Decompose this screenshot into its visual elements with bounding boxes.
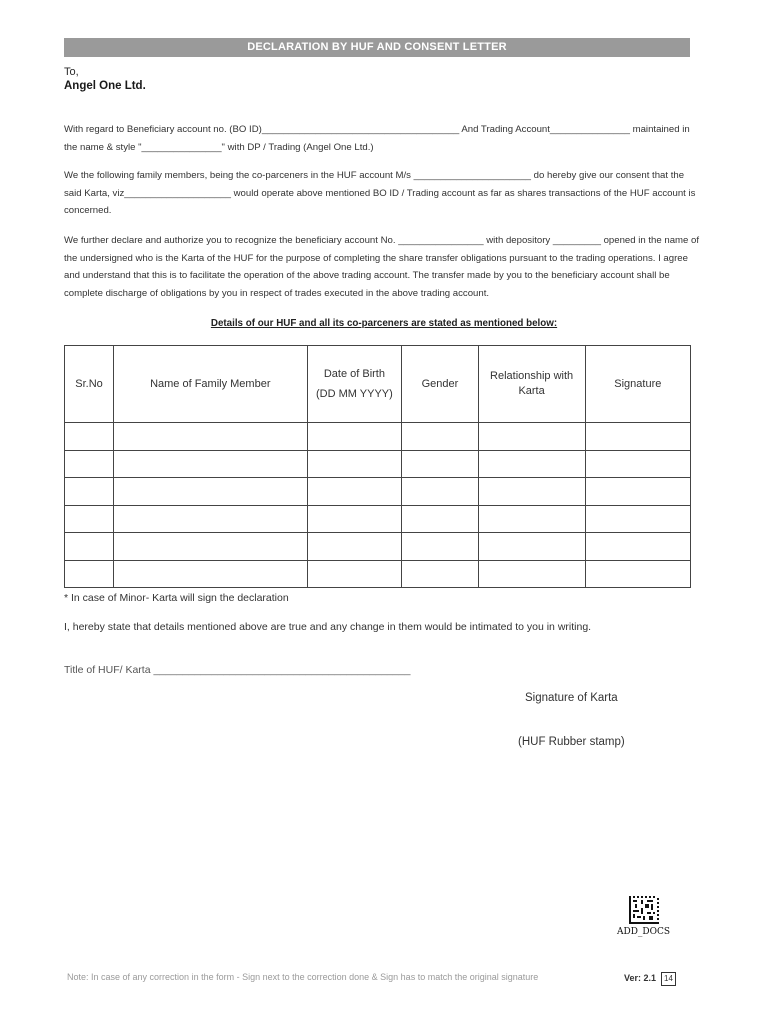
header-relationship: Relationship with Karta	[478, 346, 585, 423]
coparceners-table	[64, 345, 691, 588]
gender-cell[interactable]	[402, 423, 478, 451]
header-gender: Gender	[402, 346, 478, 423]
signature-cell[interactable]	[585, 423, 690, 451]
version-label: Ver: 2.1	[624, 973, 657, 983]
signature-cell[interactable]	[585, 450, 690, 478]
name-cell[interactable]	[114, 450, 308, 478]
header-dob-label: Date of Birth	[323, 367, 385, 380]
minor-note: * In case of Minor- Karta will sign the declaration	[64, 592, 289, 604]
signature-cell[interactable]	[585, 478, 690, 506]
gender-cell[interactable]	[402, 533, 478, 561]
dob-cell[interactable]	[307, 450, 402, 478]
gender-cell[interactable]	[402, 478, 478, 506]
table-row	[65, 533, 691, 561]
name-cell[interactable]	[114, 533, 308, 561]
relationship-cell[interactable]	[478, 450, 585, 478]
addressee-company: Angel One Ltd.	[64, 80, 146, 92]
signature-of-karta-label: Signature of Karta	[525, 692, 618, 704]
relationship-cell[interactable]	[478, 423, 585, 451]
table-row	[65, 505, 691, 533]
relationship-cell[interactable]	[478, 505, 585, 533]
gender-cell[interactable]	[402, 450, 478, 478]
barcode-label: ADD_DOCS	[617, 927, 671, 937]
signature-cell[interactable]	[585, 560, 690, 588]
name-cell[interactable]	[114, 478, 308, 506]
sr-no-cell[interactable]	[65, 560, 114, 588]
footer-correction-note: Note: In case of any correction in the form - Sign next to the correction done & Sign has to match the original signature	[67, 972, 539, 982]
table-row	[65, 560, 691, 588]
gender-cell[interactable]	[402, 505, 478, 533]
table-header-row	[65, 346, 691, 423]
signature-cell[interactable]	[585, 533, 690, 561]
dob-cell[interactable]	[307, 560, 402, 588]
sr-no-cell[interactable]	[65, 450, 114, 478]
salutation-to: To,	[64, 66, 79, 78]
sr-no-cell[interactable]	[65, 505, 114, 533]
table-row	[65, 450, 691, 478]
table-row	[65, 423, 691, 451]
name-cell[interactable]	[114, 505, 308, 533]
title-of-huf-field[interactable]: Title of HUF/ Karta ____________________________________________	[64, 664, 411, 676]
sr-no-cell[interactable]	[65, 533, 114, 561]
datamatrix-barcode-icon	[629, 896, 659, 924]
details-heading: Details of our HUF and all its co-parceners are stated as mentioned below:	[210, 318, 558, 329]
dob-cell[interactable]	[307, 533, 402, 561]
page-number: 14	[661, 972, 676, 986]
sr-no-cell[interactable]	[65, 423, 114, 451]
header-signature: Signature	[585, 346, 690, 423]
document-title-banner: DECLARATION BY HUF AND CONSENT LETTER	[64, 38, 690, 57]
table-body	[65, 423, 691, 588]
name-cell[interactable]	[114, 423, 308, 451]
paragraph-consent: We the following family members, being the co-parceners in the HUF account M/s ______________________ do hereby give our consent that the said Karta, viz____________________ would operate above mentioned BO ID / Trading account as far as shares transactions of the HUF account is concerned.	[64, 170, 696, 216]
declaration-statement: I, hereby state that details mentioned above are true and any change in them would be intimated to you in writing.	[64, 621, 592, 633]
dob-cell[interactable]	[307, 478, 402, 506]
relationship-cell[interactable]	[478, 560, 585, 588]
table-row	[65, 478, 691, 506]
paragraph-account-details: With regard to Beneficiary account no. (BO ID)_____________________________________ And Trading Account_______________ maintained in the name & style "_______________" with DP / Trading (Angel One Ltd.)	[64, 124, 690, 153]
header-dob	[307, 346, 402, 423]
relationship-cell[interactable]	[478, 533, 585, 561]
dob-cell[interactable]	[307, 423, 402, 451]
header-dob-format: (DD MM YYYY)	[316, 387, 393, 400]
paragraph-authorization: We further declare and authorize you to recognize the beneficiary account No. ________________ with depository _________ opened in the name of the undersigned who is the Karta of the HUF for the purpose of completing the share transfer obligations pursuant to the trading operations. I agree and understand that this is to facilitate the operation of the above trading account. The transfer made by you to the beneficiary account shall be complete discharge of obligations by you in respect of trades executed in the above trading account.	[64, 235, 700, 299]
huf-rubber-stamp-label: (HUF Rubber stamp)	[518, 736, 625, 748]
signature-cell[interactable]	[585, 505, 690, 533]
header-sr-no: Sr.No	[65, 346, 114, 423]
name-cell[interactable]	[114, 560, 308, 588]
sr-no-cell[interactable]	[65, 478, 114, 506]
relationship-cell[interactable]	[478, 478, 585, 506]
gender-cell[interactable]	[402, 560, 478, 588]
dob-cell[interactable]	[307, 505, 402, 533]
header-name: Name of Family Member	[114, 346, 308, 423]
